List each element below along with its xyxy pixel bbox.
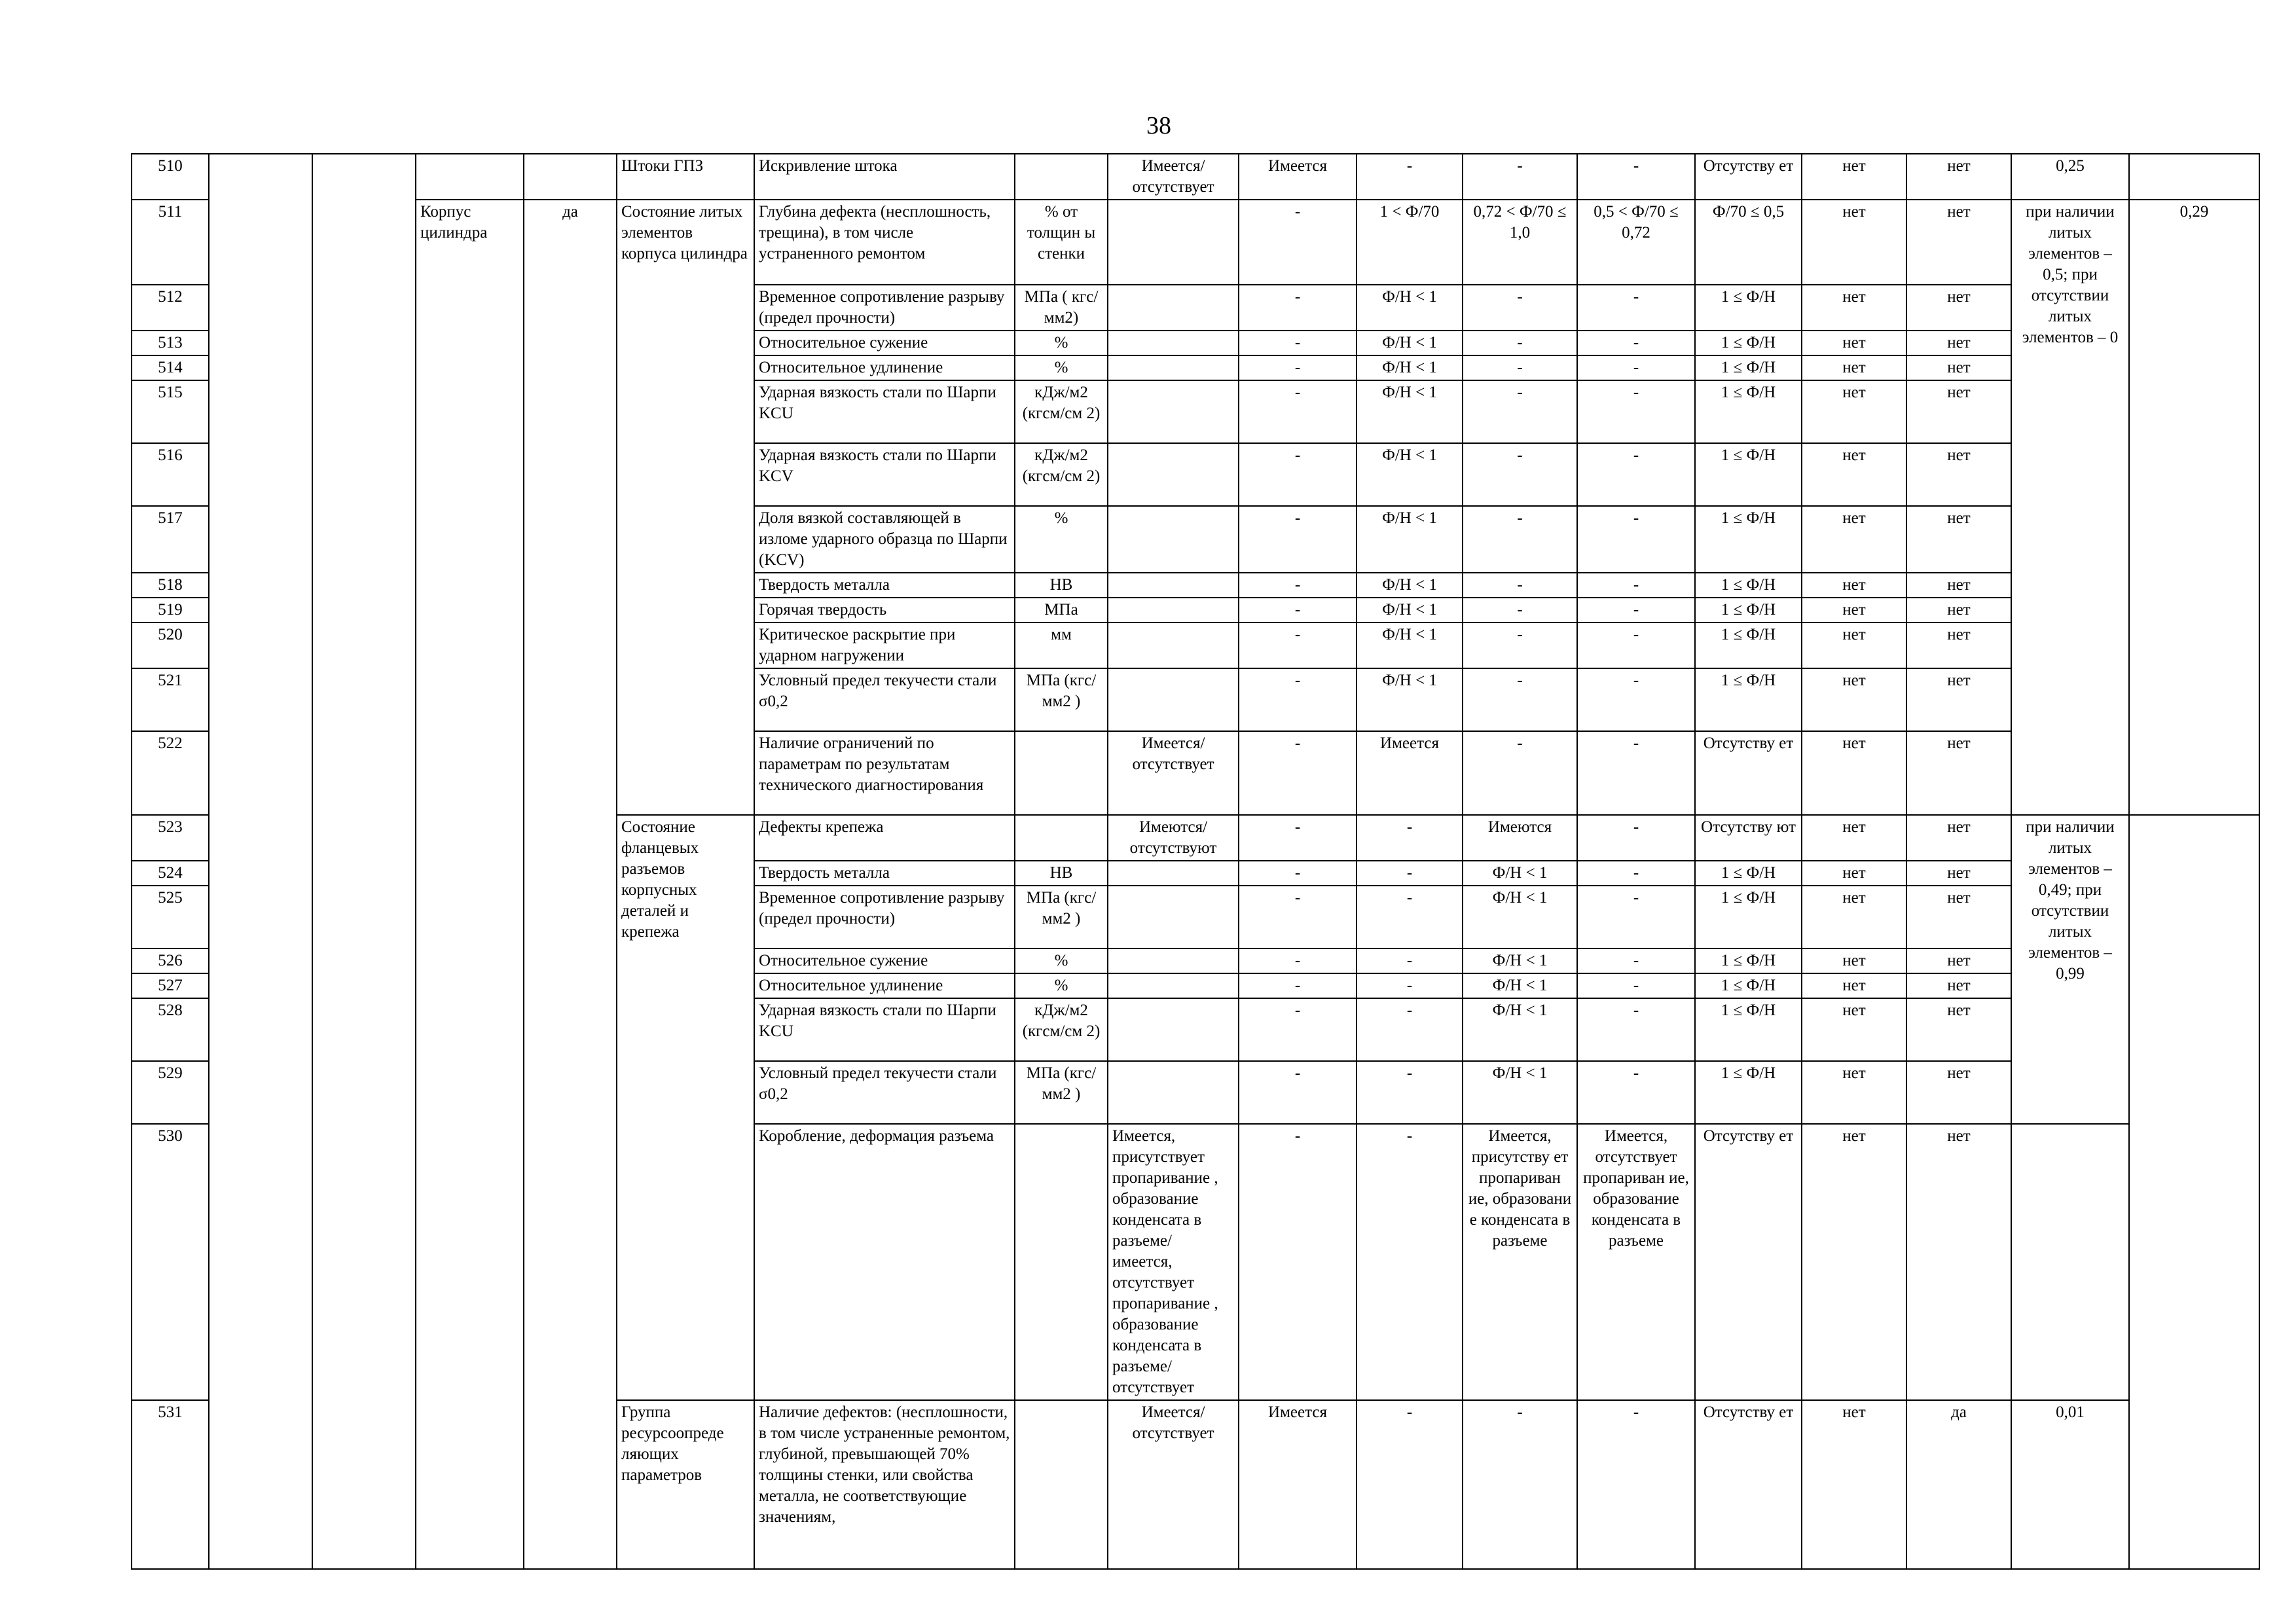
parameter-cell: Временное сопротивление разрыву (предел прочности) [754,886,1015,948]
value-cell: Ф/Н < 1 [1357,573,1463,598]
value-cell: - [1577,154,1695,200]
value-cell: - [1357,886,1463,948]
value-cell: - [1577,668,1695,731]
unit-cell: МПа (кгс/мм2 ) [1015,886,1108,948]
value-cell: - [1357,1061,1463,1124]
value-cell: нет [1802,861,1906,886]
value-cell: - [1239,355,1357,380]
value-cell: - [1577,861,1695,886]
row-number: 513 [132,331,209,355]
value-cell: нет [1802,998,1906,1061]
value-cell: - [1357,815,1463,861]
value-cell: - [1357,154,1463,200]
value-cell: - [1577,973,1695,998]
value-cell: - [1239,380,1357,443]
value-cell: нет [1906,886,2011,948]
value-cell: - [1577,443,1695,506]
value-cell: нет [1802,154,1906,200]
value-cell: Ф/Н < 1 [1463,1061,1577,1124]
unit-cell [1015,1400,1108,1569]
measure-cell [1108,200,1239,285]
value-cell: - [1463,331,1577,355]
value-cell: Ф/Н < 1 [1357,506,1463,573]
value-cell: - [1463,573,1577,598]
row-number: 531 [132,1400,209,1569]
value-cell: нет [1906,1061,2011,1124]
row-number: 524 [132,861,209,886]
parameter-cell: Наличие дефектов: (несплошности, в том числе устраненные ремонтом, глубиной, превышающей 70% толщины стенки, или свойства металла, не соответствующие значениям, [754,1400,1015,1569]
value-cell: - [1239,1061,1357,1124]
value-cell: нет [1802,973,1906,998]
unit-cell [1015,154,1108,200]
row-number: 511 [132,200,209,285]
value-cell: 1 ≤ Ф/Н [1695,998,1802,1061]
value-cell: - [1239,861,1357,886]
value-cell: Отсутству ет [1695,154,1802,200]
parameter-cell: Коробление, деформация разъема [754,1124,1015,1400]
value-cell: - [1577,598,1695,623]
value-cell: нет [1906,331,2011,355]
value-cell: нет [1906,598,2011,623]
parameter-cell: Ударная вязкость стали по Шарпи KCV [754,443,1015,506]
unit-cell: НВ [1015,573,1108,598]
row-number: 522 [132,731,209,815]
value-cell: - [1239,506,1357,573]
unit-cell: кДж/м2 (кгсм/см 2) [1015,998,1108,1061]
unit-cell [1015,815,1108,861]
coefficient-cell: при наличии литых элементов – 0,5; при отсутствии литых элементов – 0 [2011,200,2129,815]
value-cell: нет [1802,285,1906,331]
value-cell: - [1463,1400,1577,1569]
measure-cell: Имеется/ отсутствует [1108,154,1239,200]
value-cell: нет [1802,331,1906,355]
value-cell: Отсутству ет [1695,1400,1802,1569]
element-cell: Состояние литых элементов корпуса цилиндра [617,200,754,815]
row-number: 529 [132,1061,209,1124]
value-cell: - [1239,948,1357,973]
value-cell: - [1239,815,1357,861]
value-cell: да [1906,1400,2011,1569]
value-cell: - [1577,506,1695,573]
value-cell: - [1463,285,1577,331]
unit-cell [1015,731,1108,815]
measure-cell: Имеется/ отсутствует [1108,1400,1239,1569]
value-cell: - [1577,886,1695,948]
coefficient-cell: 0,01 [2011,1400,2129,1569]
value-cell: нет [1906,573,2011,598]
value-cell: - [1577,355,1695,380]
row-number: 517 [132,506,209,573]
value-cell: нет [1802,443,1906,506]
coefficient-cell: 0,25 [2011,154,2129,200]
value-cell: - [1239,886,1357,948]
value-cell: - [1463,731,1577,815]
value-cell: нет [1802,355,1906,380]
unit-cell: % [1015,973,1108,998]
part-cell: Корпус цилиндра [416,200,524,1569]
value-cell: нет [1802,815,1906,861]
value-cell: Ф/Н < 1 [1357,443,1463,506]
measure-cell: Имеется, присутствует пропаривание , образование конденсата в разъеме/ имеется, отсутствует пропаривание , образование конденсата в разъеме/ отсутствует [1108,1124,1239,1400]
assessment-table [131,153,2260,1570]
value-cell: нет [1906,948,2011,973]
page-number: 38 [1146,112,1171,139]
value-cell: 1 ≤ Ф/Н [1695,443,1802,506]
parameter-cell: Относительное удлинение [754,973,1015,998]
value-cell: Ф/Н < 1 [1463,861,1577,886]
value-cell: нет [1906,154,2011,200]
unit-cell: % [1015,355,1108,380]
value-cell: - [1239,623,1357,668]
row-number: 525 [132,886,209,948]
value-cell: нет [1906,815,2011,861]
value-cell: Ф/Н < 1 [1357,331,1463,355]
value-cell: Имеется [1357,731,1463,815]
value-cell: - [1239,331,1357,355]
value-cell: 1 ≤ Ф/Н [1695,948,1802,973]
element-cell: Состояние фланцевых разъемов корпусных деталей и крепежа [617,815,754,1400]
parameter-cell: Доля вязкой составляющей в изломе ударного образца по Шарпи (KCV) [754,506,1015,573]
parameter-cell: Относительное сужение [754,331,1015,355]
value-cell: - [1577,815,1695,861]
value-cell: - [1463,668,1577,731]
unit-cell: мм [1015,623,1108,668]
value-cell: - [1463,506,1577,573]
value-cell: 1 ≤ Ф/Н [1695,573,1802,598]
value-cell: - [1463,355,1577,380]
value-cell: - [1463,623,1577,668]
value-cell: нет [1802,668,1906,731]
unit-cell: кДж/м2 (кгсм/см 2) [1015,443,1108,506]
parameter-cell: Горячая твердость [754,598,1015,623]
value-cell: нет [1802,200,1906,285]
value-cell: - [1577,948,1695,973]
value-cell: Имеется, присутству ет пропариван ие, образовани е конденсата в разъеме [1463,1124,1577,1400]
value-cell: Имеются [1463,815,1577,861]
value-cell: - [1357,948,1463,973]
parameter-cell: Дефекты крепежа [754,815,1015,861]
value-cell: Ф/Н < 1 [1463,948,1577,973]
value-cell: - [1577,380,1695,443]
value-cell: - [1463,443,1577,506]
row-number: 527 [132,973,209,998]
value-cell: нет [1906,380,2011,443]
value-cell: нет [1906,623,2011,668]
row-number: 510 [132,154,209,200]
value-cell: 1 ≤ Ф/Н [1695,598,1802,623]
value-cell: нет [1802,380,1906,443]
weight-cell: 0,29 [2129,200,2259,815]
row-number: 515 [132,380,209,443]
value-cell: нет [1906,668,2011,731]
value-cell: 1 ≤ Ф/Н [1695,331,1802,355]
value-cell: - [1357,1400,1463,1569]
value-cell: - [1357,1124,1463,1400]
parameter-cell: Наличие ограничений по параметрам по результатам технического диагностирования [754,731,1015,815]
value-cell: 0,5 < Ф/70 ≤ 0,72 [1577,200,1695,285]
row-number: 516 [132,443,209,506]
parameter-cell: Условный предел текучести стали σ0,2 [754,1061,1015,1124]
coefficient-cell: при наличии литых элементов – 0,49; при отсутствии литых элементов – 0,99 [2011,815,2129,1124]
value-cell: нет [1906,998,2011,1061]
row-number: 521 [132,668,209,731]
value-cell: нет [1906,443,2011,506]
unit-cell: МПа ( кгс/мм2) [1015,285,1108,331]
value-cell: Ф/Н < 1 [1357,355,1463,380]
parameter-cell: Временное сопротивление разрыву (предел прочности) [754,285,1015,331]
value-cell: - [1577,998,1695,1061]
value-cell: 1 ≤ Ф/Н [1695,623,1802,668]
value-cell: нет [1802,1400,1906,1569]
value-cell: нет [1802,598,1906,623]
value-cell: 1 ≤ Ф/Н [1695,285,1802,331]
parameter-cell: Условный предел текучести стали σ0,2 [754,668,1015,731]
value-cell: - [1577,1061,1695,1124]
value-cell: - [1239,1124,1357,1400]
value-cell: - [1357,998,1463,1061]
measure-cell: Имеются/ отсутствуют [1108,815,1239,861]
unit-cell: % [1015,948,1108,973]
value-cell: нет [1802,573,1906,598]
value-cell: - [1577,623,1695,668]
value-cell: нет [1802,731,1906,815]
value-cell: нет [1906,200,2011,285]
value-cell: Ф/Н < 1 [1463,886,1577,948]
unit-cell: МПа (кгс/мм2 ) [1015,1061,1108,1124]
value-cell: 1 ≤ Ф/Н [1695,861,1802,886]
value-cell: нет [1802,1124,1906,1400]
parameter-cell: Ударная вязкость стали по Шарпи KCU [754,998,1015,1061]
value-cell: 1 ≤ Ф/Н [1695,355,1802,380]
measure-cell: Имеется/ отсутствует [1108,731,1239,815]
value-cell: 1 ≤ Ф/Н [1695,506,1802,573]
value-cell: - [1239,443,1357,506]
value-cell: Ф/Н < 1 [1463,973,1577,998]
value-cell: - [1577,331,1695,355]
value-cell: - [1239,668,1357,731]
parameter-cell: Искривление штока [754,154,1015,200]
unit-cell: МПа (кгс/мм2 ) [1015,668,1108,731]
row-number: 528 [132,998,209,1061]
value-cell: - [1577,285,1695,331]
value-cell: 0,72 < Ф/70 ≤ 1,0 [1463,200,1577,285]
value-cell: Имеется [1239,154,1357,200]
value-cell: Ф/Н < 1 [1463,998,1577,1061]
value-cell: - [1577,573,1695,598]
value-cell: 1 ≤ Ф/Н [1695,1061,1802,1124]
value-cell: - [1577,1400,1695,1569]
value-cell: нет [1906,355,2011,380]
value-cell: - [1463,598,1577,623]
value-cell: - [1577,731,1695,815]
unit-cell: кДж/м2 (кгсм/см 2) [1015,380,1108,443]
value-cell: нет [1906,973,2011,998]
value-cell: 1 ≤ Ф/Н [1695,973,1802,998]
value-cell: - [1463,380,1577,443]
value-cell: Имеется, отсутствует пропариван ие, образование конденсата в разъеме [1577,1124,1695,1400]
parameter-cell: Твердость металла [754,861,1015,886]
value-cell: нет [1906,1124,2011,1400]
value-cell: - [1239,200,1357,285]
value-cell: Отсутству ет [1695,1124,1802,1400]
parameter-cell: Глубина дефекта (несплошность, трещина), в том числе устраненного ремонтом [754,200,1015,285]
value-cell: Отсутству ют [1695,815,1802,861]
value-cell: Ф/Н < 1 [1357,285,1463,331]
row-number: 514 [132,355,209,380]
parameter-cell: Твердость металла [754,573,1015,598]
value-cell: - [1239,598,1357,623]
parameter-cell: Ударная вязкость стали по Шарпи KCU [754,380,1015,443]
unit-cell: % [1015,331,1108,355]
value-cell: - [1239,998,1357,1061]
value-cell: нет [1906,861,2011,886]
value-cell: нет [1802,886,1906,948]
value-cell: 1 ≤ Ф/Н [1695,380,1802,443]
value-cell: - [1357,973,1463,998]
value-cell: Ф/Н < 1 [1357,380,1463,443]
row-number: 518 [132,573,209,598]
value-cell: нет [1802,948,1906,973]
value-cell: Ф/Н < 1 [1357,623,1463,668]
value-cell: Ф/70 ≤ 0,5 [1695,200,1802,285]
table-row [132,200,2259,285]
unit-cell [1015,1124,1108,1400]
value-cell: - [1239,973,1357,998]
value-cell: - [1357,861,1463,886]
unit-cell: % [1015,506,1108,573]
value-cell: нет [1906,285,2011,331]
value-cell: Имеется [1239,1400,1357,1569]
table-row [132,154,2259,200]
element-cell: Группа ресурсоопреде ляющих параметров [617,1400,754,1569]
value-cell: - [1239,573,1357,598]
value-cell: - [1239,285,1357,331]
row-number: 523 [132,815,209,861]
unit-cell: МПа [1015,598,1108,623]
value-cell: нет [1802,623,1906,668]
parameter-cell: Относительное удлинение [754,355,1015,380]
value-cell: - [1463,154,1577,200]
unit-cell: % от толщин ы стенки [1015,200,1108,285]
parameter-cell: Критическое раскрытие при ударном нагружении [754,623,1015,668]
value-cell: 1 < Ф/70 [1357,200,1463,285]
flag-cell: да [524,200,617,1569]
value-cell: 1 ≤ Ф/Н [1695,886,1802,948]
value-cell: Отсутству ет [1695,731,1802,815]
row-number: 530 [132,1124,209,1400]
value-cell: нет [1802,506,1906,573]
row-number: 519 [132,598,209,623]
element-cell: Штоки ГПЗ [617,154,754,200]
value-cell: 1 ≤ Ф/Н [1695,668,1802,731]
row-number: 512 [132,285,209,331]
parameter-cell: Относительное сужение [754,948,1015,973]
unit-cell: НВ [1015,861,1108,886]
value-cell: нет [1906,506,2011,573]
value-cell: Ф/Н < 1 [1357,598,1463,623]
row-number: 526 [132,948,209,973]
row-number: 520 [132,623,209,668]
value-cell: - [1239,731,1357,815]
value-cell: нет [1906,731,2011,815]
value-cell: нет [1802,1061,1906,1124]
value-cell: Ф/Н < 1 [1357,668,1463,731]
